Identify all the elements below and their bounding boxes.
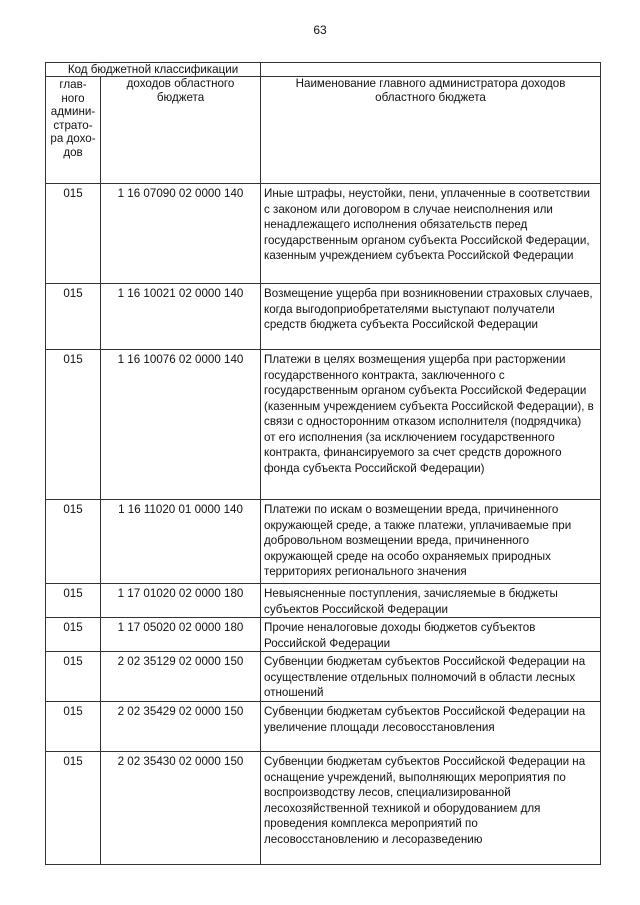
row-description: Невыясненные поступления, зачисляемые в бюджеты субъектов Российской Федерации	[261, 584, 601, 618]
header-admin-name: Наименование главного администратора доходов областного бюджета	[261, 77, 601, 184]
page-number: 63	[313, 23, 327, 37]
table-row	[46, 350, 601, 500]
row-budget-code: 2 02 35429 02 0000 150	[101, 702, 261, 752]
header-empty-cell	[261, 63, 601, 77]
row-description: Субвенции бюджетам субъектов Российской Федерации на увеличение площади лесовосстановления	[261, 702, 601, 752]
row-budget-code: 2 02 35129 02 0000 150	[101, 652, 261, 702]
header-admin-code: глав-ного админи-страто-ра дохо-дов	[46, 77, 101, 184]
header-income-code: доходов областного бюджета	[101, 77, 261, 184]
row-description: Прочие неналоговые доходы бюджетов субъектов Российской Федерации	[261, 618, 601, 652]
row-admin-code: 015	[46, 652, 101, 702]
row-admin-code: 015	[46, 752, 101, 865]
row-budget-code: 1 16 11020 01 0000 140	[101, 500, 261, 584]
row-admin-code: 015	[46, 284, 101, 350]
row-admin-code: 015	[46, 184, 101, 284]
table-row	[46, 752, 601, 865]
table-row	[46, 584, 601, 618]
row-description: Платежи в целях возмещения ущерба при расторжении государственного контракта, заключенного с государственным органом субъекта Российской Федерации (казенным учреждением субъекта Российской Федерации), в связи с односторонним отказом исполнителя (подрядчика) от его исполнения (за исключением государственного контракта, финансируемого за счет средств дорожного фонда субъекта Российской Федерации)	[261, 350, 601, 500]
table-row	[46, 184, 601, 284]
row-budget-code: 2 02 35430 02 0000 150	[101, 752, 261, 865]
row-admin-code: 015	[46, 584, 101, 618]
row-admin-code: 015	[46, 702, 101, 752]
budget-classification-table	[45, 62, 601, 865]
table-row	[46, 500, 601, 584]
row-description: Субвенции бюджетам субъектов Российской Федерации на осуществление отдельных полномочий в области лесных отношений	[261, 652, 601, 702]
header-budget-classification-code: Код бюджетной классификации	[46, 63, 261, 77]
row-budget-code: 1 16 10076 02 0000 140	[101, 350, 261, 500]
row-description: Возмещение ущерба при возникновении страховых случаев, когда выгодоприобретателями выступают получатели средств бюджета субъекта Российской Федерации	[261, 284, 601, 350]
header-row-columns	[46, 77, 601, 184]
table-row	[46, 618, 601, 652]
row-budget-code: 1 16 10021 02 0000 140	[101, 284, 261, 350]
row-description: Иные штрафы, неустойки, пени, уплаченные в соответствии с законом или договором в случае неисполнения или ненадлежащего исполнения обязательств перед государственным органом субъекта Российской Федерации, казенным учреждением субъекта Российской Федерации	[261, 184, 601, 284]
table-row	[46, 702, 601, 752]
row-admin-code: 015	[46, 500, 101, 584]
row-admin-code: 015	[46, 350, 101, 500]
row-budget-code: 1 17 05020 02 0000 180	[101, 618, 261, 652]
table-row	[46, 284, 601, 350]
row-description: Платежи по искам о возмещении вреда, причиненного окружающей среде, а также платежи, уплачиваемые при добровольном возмещении вреда, причиненного окружающей среде на особо охраняемых природных территориях регионального значения	[261, 500, 601, 584]
header-row-group	[46, 63, 601, 77]
row-budget-code: 1 17 01020 02 0000 180	[101, 584, 261, 618]
row-description: Субвенции бюджетам субъектов Российской Федерации на оснащение учреждений, выполняющих мероприятия по воспроизводству лесов, специализированной лесохозяйственной техникой и оборудованием для проведения комплекса мероприятий по лесовосстановлению и лесоразведению	[261, 752, 601, 865]
table-row	[46, 652, 601, 702]
row-admin-code: 015	[46, 618, 101, 652]
row-budget-code: 1 16 07090 02 0000 140	[101, 184, 261, 284]
